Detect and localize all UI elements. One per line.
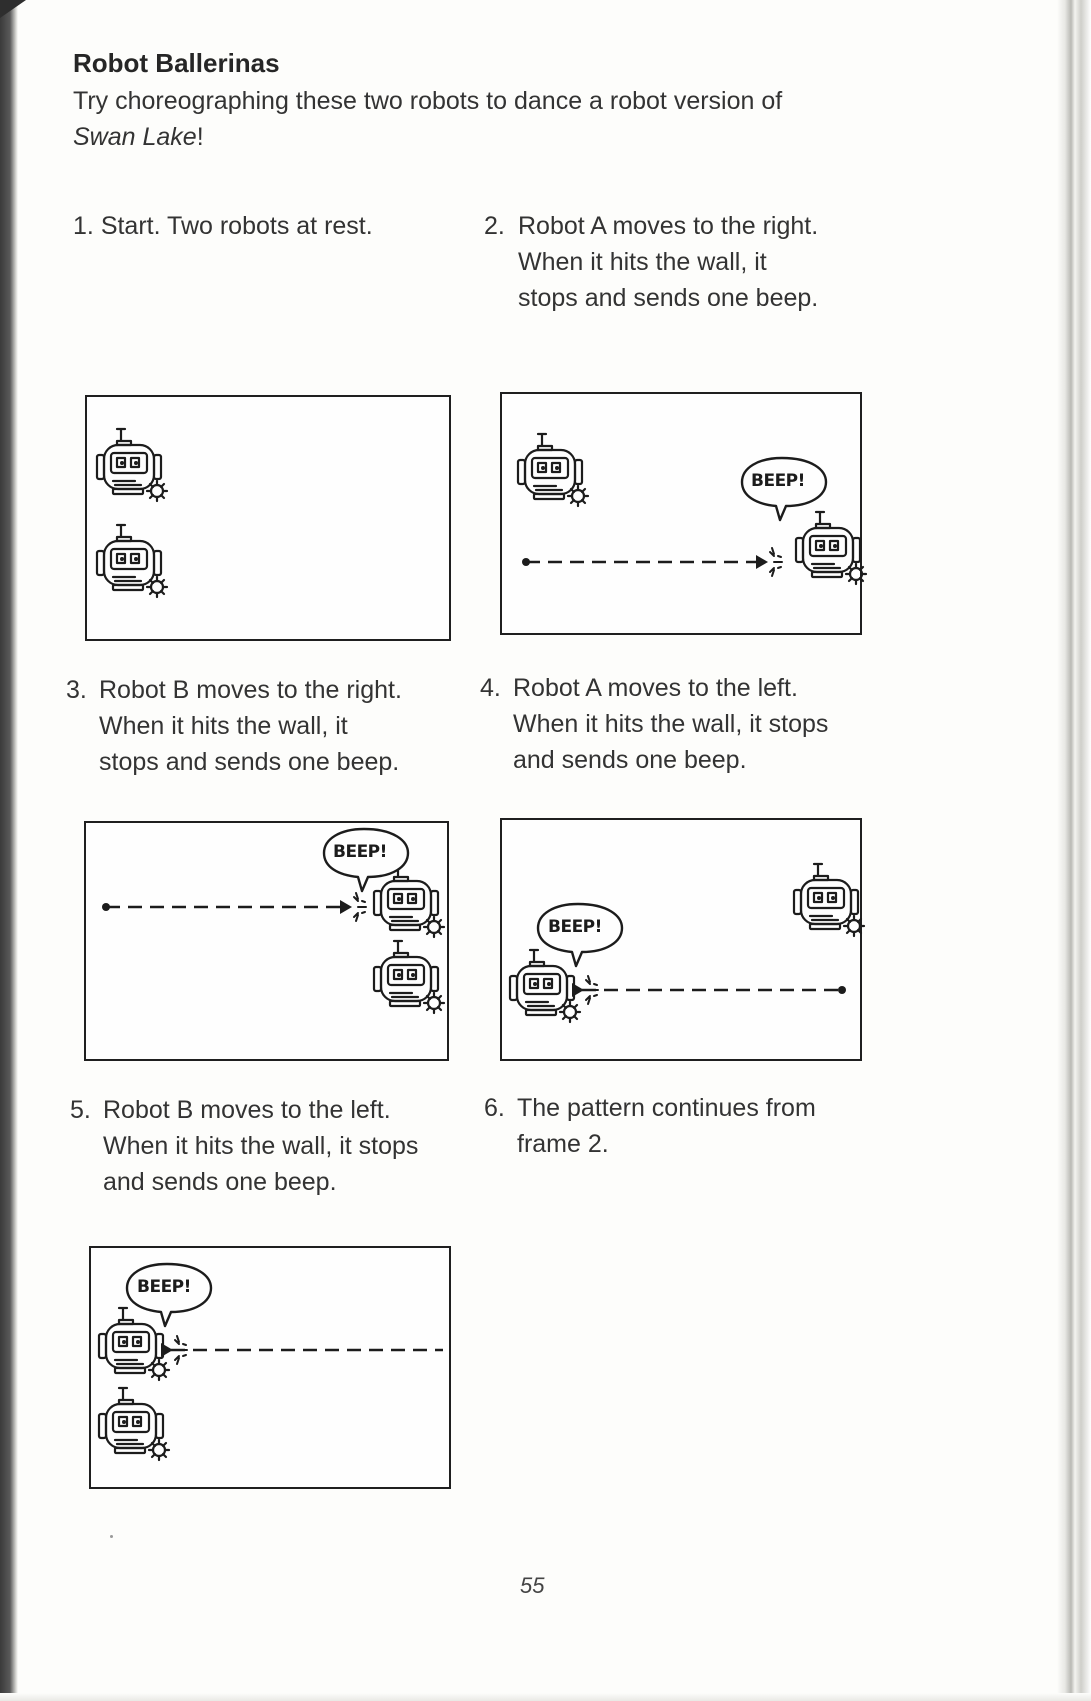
frame-4-panel [500, 818, 862, 1061]
frame-3-number: 3. [66, 676, 87, 704]
frame-5-text: Robot B moves to the left. When it hits the wall, it stops and sends one beep. [103, 1096, 419, 1196]
frame-4-caption [480, 670, 880, 778]
robot-b-icon [518, 434, 588, 506]
beep-label: BEEP! [548, 917, 602, 937]
robot-a-icon [796, 512, 866, 584]
frame-6-caption [484, 1090, 864, 1162]
collision-burst-icon [756, 548, 782, 576]
robot-b-icon [794, 864, 864, 936]
page-number: 55 [520, 1573, 545, 1598]
frame-3-caption [66, 672, 446, 780]
frame-5-drawing [91, 1248, 453, 1491]
robot-b-icon [99, 1308, 169, 1380]
frame-5-caption [70, 1092, 470, 1200]
intro-text: Try choreographing these two robots to dance a robot version of [73, 87, 783, 115]
frame-1-drawing [87, 397, 453, 643]
page-title: Robot Ballerinas [73, 48, 280, 78]
beep-label: BEEP! [333, 842, 387, 862]
stray-mark [110, 1535, 113, 1538]
beep-label: BEEP! [751, 471, 805, 491]
frame-5-number: 5. [70, 1096, 91, 1124]
frame-1-panel [85, 395, 451, 641]
frame-2-number: 2. [484, 212, 505, 240]
frame-2-drawing [502, 394, 864, 637]
page-corner [0, 0, 26, 18]
frame-4-number: 4. [480, 674, 501, 702]
book-spine-shadow [0, 0, 18, 1701]
page-edge-bottom [0, 1693, 1091, 1701]
frame-1-number: 1. [73, 212, 94, 240]
dashed-path-arrow [522, 558, 764, 566]
frame-2-panel [500, 392, 862, 635]
frame-4-drawing [502, 820, 864, 1063]
frame-2-text: Robot A moves to the right. When it hits the wall, it stops and sends one beep. [518, 212, 819, 312]
robot-a-icon [97, 429, 167, 501]
robot-b-icon [374, 941, 444, 1013]
robot-a-icon [99, 1388, 169, 1460]
dashed-path-arrow [102, 903, 348, 911]
robot-b-icon [97, 525, 167, 597]
frame-2-caption [484, 208, 854, 316]
collision-burst-icon [340, 893, 366, 921]
robot-a-icon [510, 950, 580, 1022]
frame-6-text: The pattern continues from frame 2. [517, 1094, 816, 1158]
frame-3-text: Robot B moves to the right. When it hits the wall, it stops and sends one beep. [99, 676, 402, 776]
page-edge-right [1057, 0, 1091, 1701]
intro-suffix: ! [196, 123, 204, 151]
frame-5-panel [89, 1246, 451, 1489]
frame-4-text: Robot A moves to the left. When it hits the wall, it stops and sends one beep. [513, 674, 829, 774]
frame-1-text: Start. Two robots at rest. [100, 212, 373, 240]
intro-paragraph [73, 83, 933, 155]
frame-3-panel [84, 821, 449, 1061]
intro-italic-title: Swan Lake [73, 123, 197, 151]
dashed-path-arrow [582, 986, 846, 994]
beep-label: BEEP! [137, 1277, 191, 1297]
frame-1-caption [73, 208, 453, 244]
frame-6-number: 6. [484, 1094, 505, 1122]
frame-3-drawing [86, 823, 451, 1063]
